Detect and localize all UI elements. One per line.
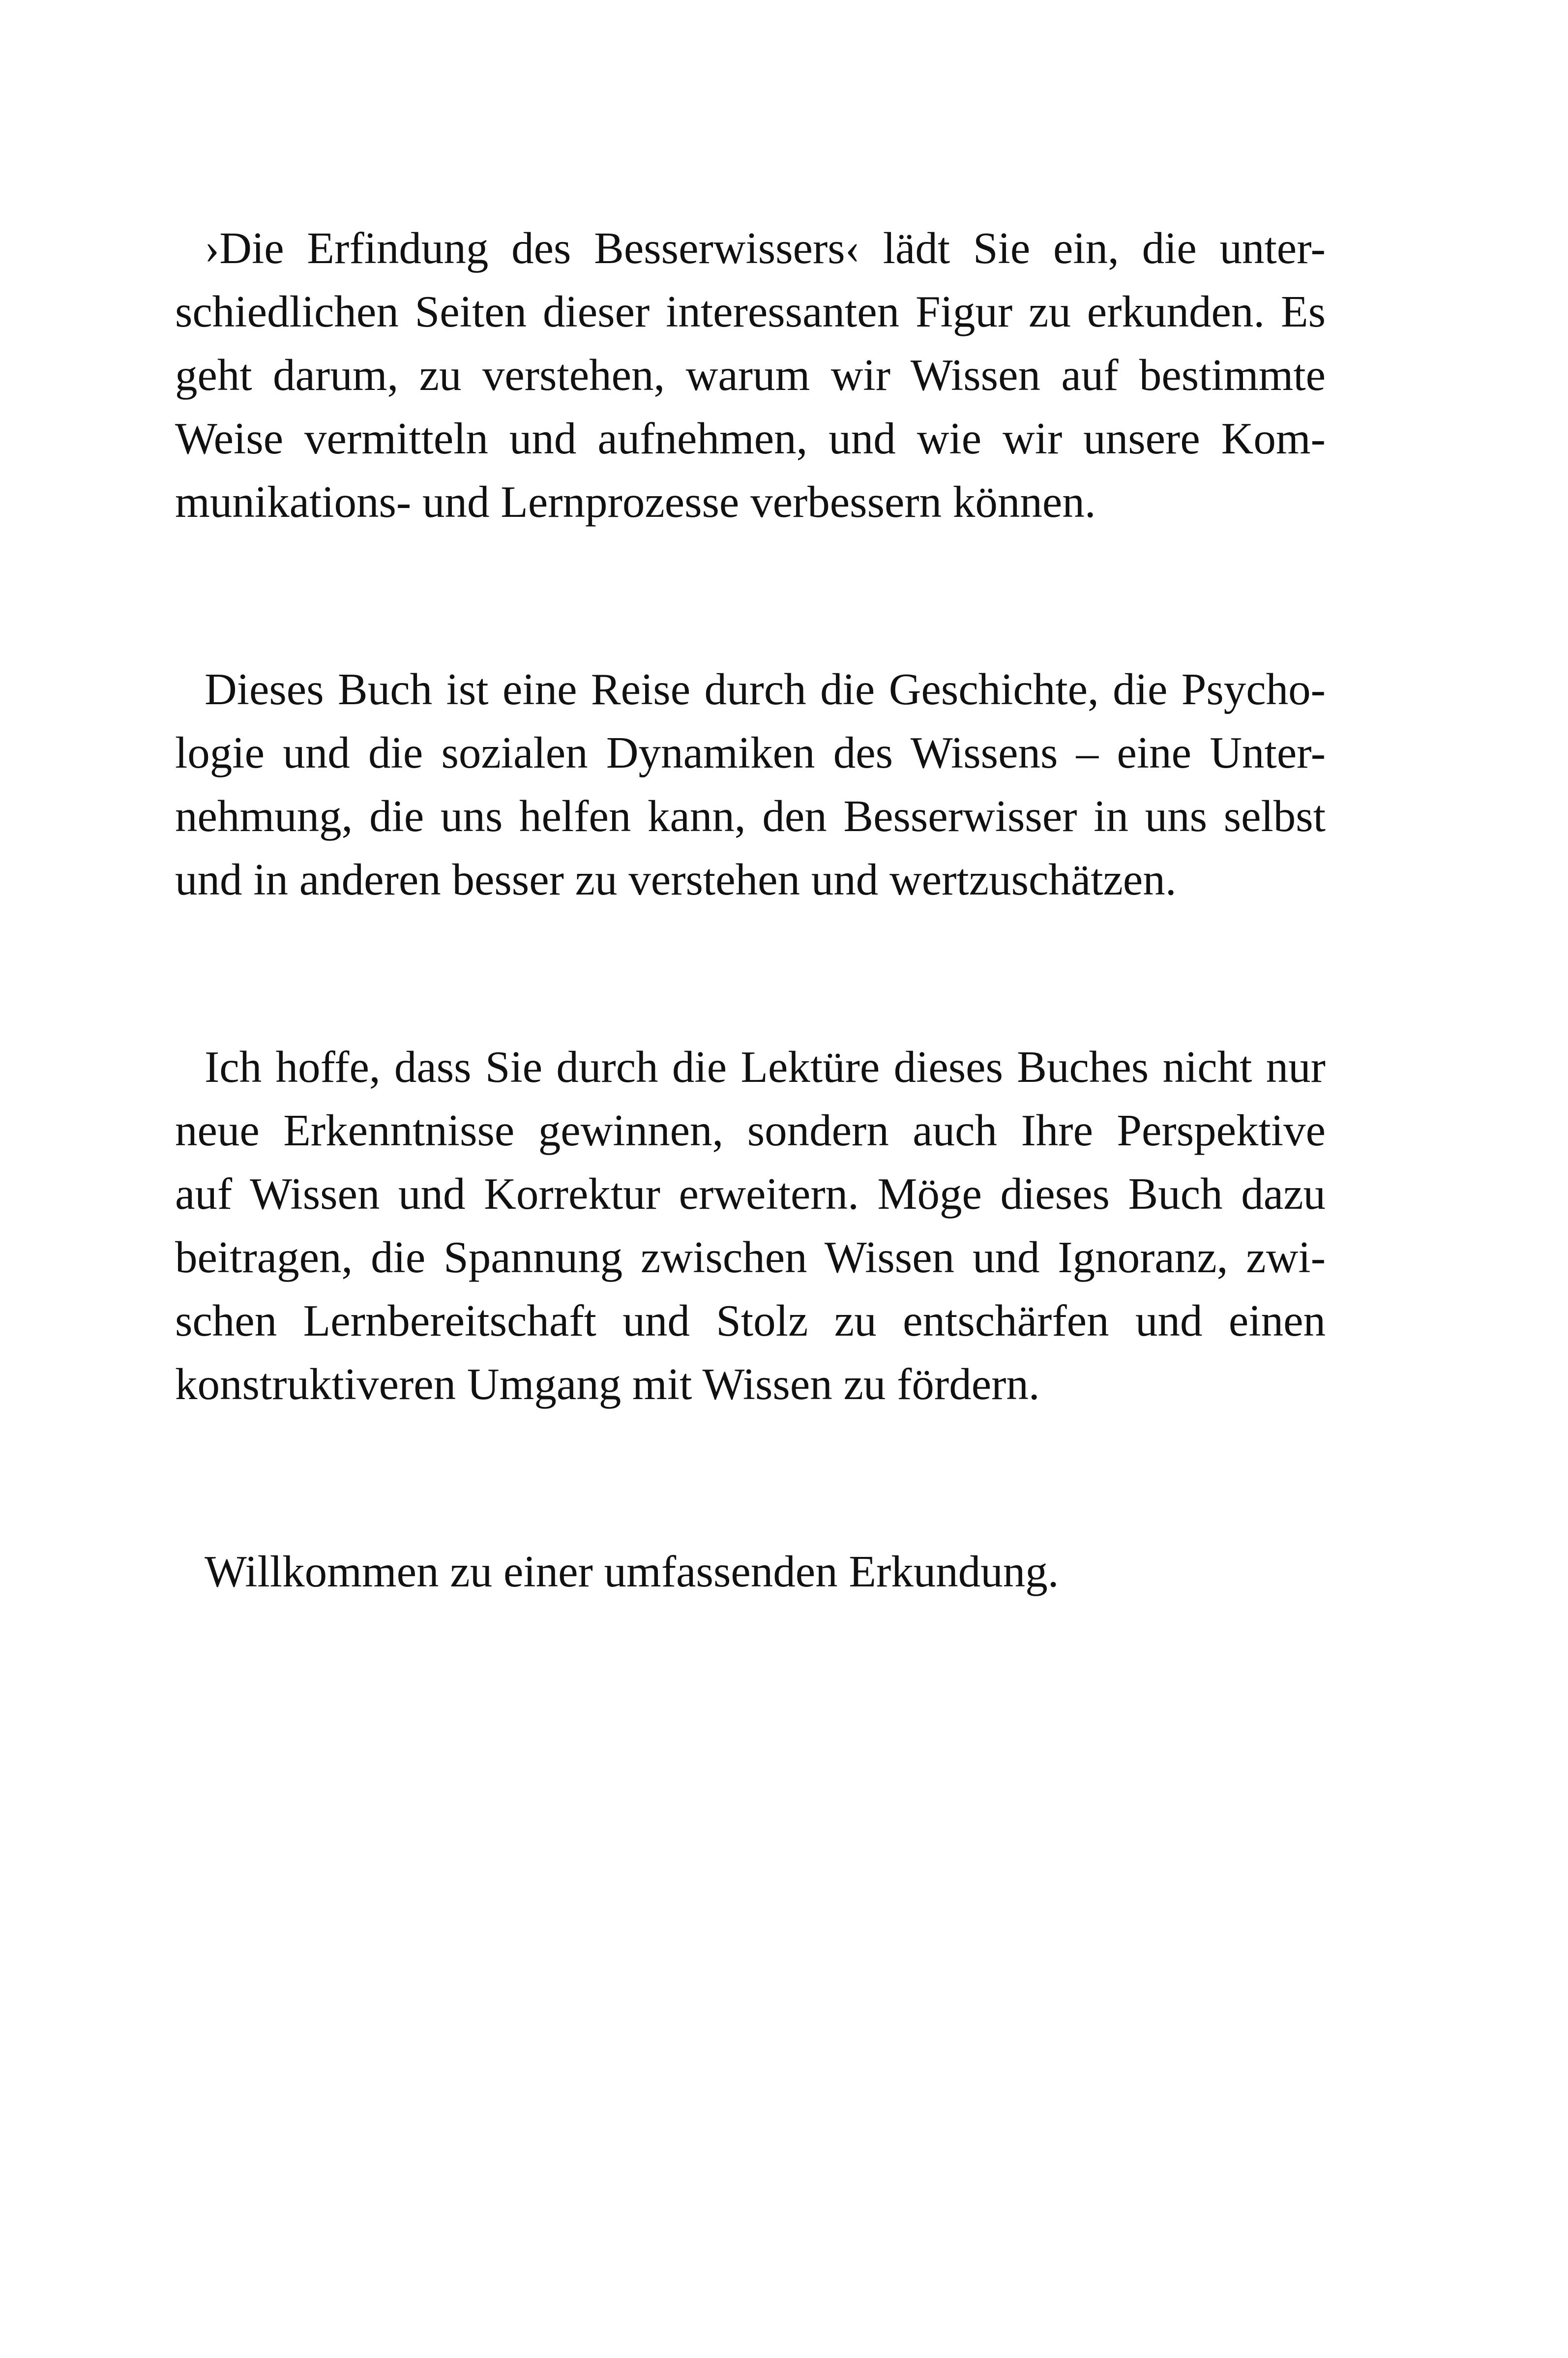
text-line: ›Die Erfindung des Besserwissers‹ lädt Sie ein, die unter- bbox=[205, 223, 1326, 273]
text-line: munikations- und Lernprozesse verbessern können. bbox=[175, 477, 1096, 527]
paragraph-spacer bbox=[175, 911, 1326, 1035]
text-line: konstruktiveren Umgang mit Wissen zu fördern. bbox=[175, 1359, 1040, 1409]
text-line: Dieses Buch ist eine Reise durch die Geschichte, die Psycho- bbox=[205, 664, 1326, 714]
text-line: neue Erkenntnisse gewinnen, sondern auch Ihre Perspektive bbox=[175, 1105, 1326, 1155]
paragraph-spacer bbox=[175, 1416, 1326, 1540]
paragraph-2 bbox=[175, 657, 1326, 911]
text-line: beitragen, die Spannung zwischen Wissen und Ignoranz, zwi- bbox=[175, 1232, 1326, 1282]
paragraph-spacer bbox=[175, 534, 1326, 657]
text-line: Weise vermitteln und aufnehmen, und wie wir unsere Kom- bbox=[175, 414, 1326, 463]
text-line: Ich hoffe, dass Sie durch die Lektüre dieses Buches nicht nur bbox=[205, 1042, 1326, 1092]
paragraph-3 bbox=[175, 1035, 1326, 1416]
text-line: Willkommen zu einer umfassenden Erkundung. bbox=[205, 1547, 1059, 1596]
body-text bbox=[175, 216, 1326, 1603]
text-line: schen Lernbereitschaft und Stolz zu entschärfen und einen bbox=[175, 1296, 1326, 1345]
text-line: geht darum, zu verstehen, warum wir Wissen auf bestimmte bbox=[175, 350, 1326, 400]
text-line: nehmung, die uns helfen kann, den Besserwisser in uns selbst bbox=[175, 791, 1326, 841]
text-line: schiedlichen Seiten dieser interessanten Figur zu erkunden. Es bbox=[175, 287, 1326, 336]
paragraph-4 bbox=[175, 1540, 1326, 1603]
paragraph-1 bbox=[175, 216, 1326, 534]
text-line: und in anderen besser zu verstehen und wertzuschätzen. bbox=[175, 855, 1177, 904]
text-line: auf Wissen und Korrektur erweitern. Möge dieses Buch dazu bbox=[175, 1169, 1326, 1219]
text-line: logie und die sozialen Dynamiken des Wissens – eine Unter- bbox=[175, 728, 1326, 777]
